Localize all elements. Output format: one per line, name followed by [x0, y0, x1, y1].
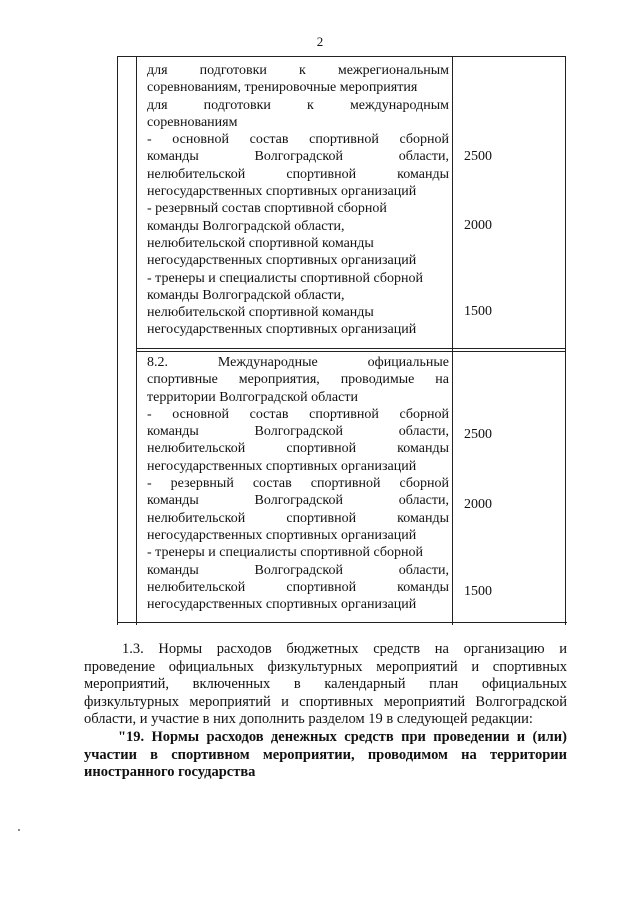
- table-text-line: - основной состав спортивной сборной: [147, 132, 449, 148]
- table-text-line: нелюбительской спортивной команды: [147, 235, 374, 251]
- table-text-line: - тренеры и специалисты спортивной сборной: [147, 270, 423, 286]
- table-value: 2000: [464, 497, 492, 512]
- section-19-heading: [84, 729, 567, 782]
- table-text-line: соревнованиям: [147, 114, 238, 130]
- table-text-line: команды Волгоградской области,: [147, 287, 345, 303]
- heading-line: "19. Нормы расходов денежных средств при проведении и (или): [118, 729, 567, 745]
- table-text-line: негосударственных спортивных организаций: [147, 458, 417, 474]
- table-row-divider: [136, 351, 565, 352]
- table-column-divider: [136, 57, 137, 625]
- table-text-line: команды Волгоградской области,: [147, 493, 449, 509]
- table-text-line: негосударственных спортивных организаций: [147, 322, 417, 338]
- table-text-line: негосударственных спортивных организаций: [147, 527, 417, 543]
- scan-speck: [18, 829, 20, 831]
- table-value: 2000: [464, 218, 492, 233]
- page-number: 2: [316, 34, 324, 49]
- table-text-line: команды Волгоградской области,: [147, 562, 449, 578]
- heading-line: участии в спортивном мероприятии, проводимом на территории: [84, 746, 567, 763]
- table-text-line: команды Волгоградской области,: [147, 149, 449, 165]
- table-bottom-border: [117, 622, 567, 623]
- table-text-line: нелюбительской спортивной команды: [147, 579, 449, 595]
- table-value: 2500: [464, 427, 492, 442]
- paragraph-1-3: [84, 641, 567, 729]
- table-text-line: нелюбительской спортивной команды: [147, 510, 449, 526]
- table-text-line: территории Волгоградской области: [147, 389, 358, 405]
- norms-table: [117, 56, 566, 625]
- table-text-line: нелюбительской спортивной команды: [147, 441, 449, 457]
- heading-line: иностранного государства: [84, 764, 256, 781]
- table-row-description: [147, 354, 449, 613]
- table-text-line: негосударственных спортивных организаций: [147, 253, 417, 269]
- table-text-line: 8.2. Международные официальные: [147, 355, 449, 370]
- table-value: 2500: [464, 149, 492, 164]
- paragraph-line: области, и участие в них дополнить разделом 19 в следующей редакции:: [84, 711, 533, 728]
- table-value: 1500: [464, 304, 492, 319]
- table-text-line: для подготовки к межрегиональным: [147, 63, 449, 78]
- paragraph-line: 1.3. Нормы расходов бюджетных средств на организацию и: [122, 641, 567, 657]
- table-column-divider: [452, 57, 453, 625]
- table-text-line: - резервный состав спортивной сборной: [147, 201, 387, 217]
- paragraph-line: проведение официальных физкультурных мероприятий и спортивных: [84, 658, 567, 675]
- paragraph-line: мероприятий, включенных в календарный план официальных: [84, 676, 567, 693]
- table-text-line: соревнованиям, тренировочные мероприятия: [147, 80, 418, 96]
- table-text-line: команды Волгоградской области,: [147, 218, 345, 234]
- table-text-line: негосударственных спортивных организаций: [147, 184, 417, 200]
- table-text-line: негосударственных спортивных организаций: [147, 597, 417, 613]
- table-text-line: для подготовки к международным: [147, 97, 449, 113]
- table-text-line: нелюбительской спортивной команды: [147, 166, 449, 182]
- paragraph-line: физкультурных мероприятий и спортивных мероприятий Волгоградской: [84, 693, 567, 710]
- table-text-line: спортивные мероприятия, проводимые на: [147, 372, 449, 388]
- table-text-line: нелюбительской спортивной команды: [147, 305, 374, 321]
- table-value: 1500: [464, 584, 492, 599]
- table-text-line: - основной состав спортивной сборной: [147, 406, 449, 422]
- table-text-line: команды Волгоградской области,: [147, 424, 449, 440]
- table-row-divider: [136, 348, 565, 349]
- table-row-description: [147, 62, 449, 339]
- table-text-line: - резервный состав спортивной сборной: [147, 476, 449, 492]
- table-text-line: - тренеры и специалисты спортивной сборной: [147, 545, 423, 561]
